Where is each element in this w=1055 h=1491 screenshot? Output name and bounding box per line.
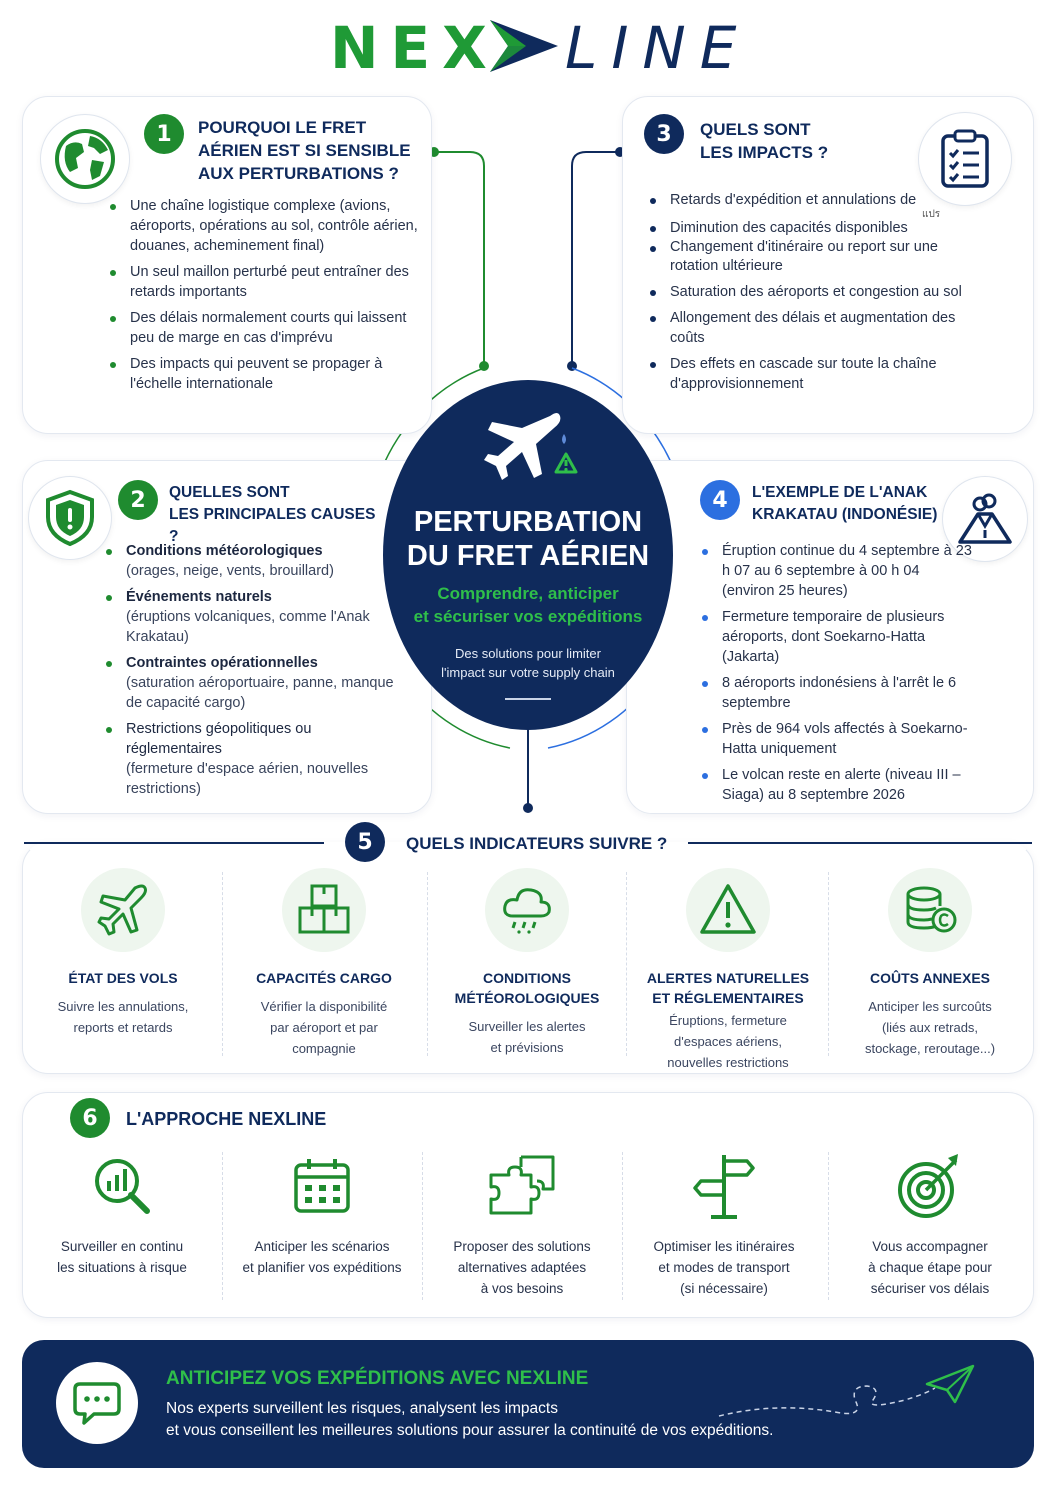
indicator-cargo: CAPACITÉS CARGO Vérifier la disponibilité par aéroport et par compagnie: [224, 868, 424, 1059]
list-item: Fermeture temporaire de plusieurs aéroports, dont Soekarno-Hatta (Jakarta): [700, 607, 975, 667]
center-description: Des solutions pour limiter l'impact sur votre supply chain: [441, 646, 615, 680]
section-1-list: [108, 196, 428, 400]
indicator-flights: ÉTAT DES VOLS Suivre les annulations, reports et retards: [23, 868, 223, 1038]
list-item: Retards d'expédition et annulations de: [648, 190, 963, 210]
shield-warning-icon: [44, 489, 96, 547]
list-item: Éruption continue du 4 septembre à 23 h 07 au 6 septembre à 00 h 04 (environ 25 heures): [700, 541, 975, 601]
stray-text: แปร: [922, 209, 941, 220]
list-item: Le volcan reste en alerte (niveau III – Siaga) au 8 septembre 2026: [700, 765, 975, 805]
airplane-warning-icon: [478, 408, 582, 492]
globe-icon-circle: [40, 114, 130, 204]
list-item: Allongement des délais et augmentation des coûts: [648, 308, 963, 348]
section-1-title: POURQUOI LE FRET AÉRIEN EST SI SENSIBLE AUX PERTURBATIONS ?: [198, 118, 411, 183]
section-6-number: 6: [70, 1098, 110, 1138]
section-3-number: 3: [644, 114, 684, 154]
indicator-weather: CONDITIONS MÉTÉOROLOGIQUES Surveiller les alertes et prévisions: [427, 868, 627, 1058]
list-item: Des délais normalement courts qui laissent peu de marge en cas d'imprévu: [108, 308, 428, 348]
chat-icon-circle: [56, 1362, 138, 1444]
clipboard-checklist-icon: [939, 128, 991, 190]
warning-icon: [686, 868, 770, 952]
magnifier-chart-icon: [84, 1148, 160, 1224]
target-icon: [892, 1148, 968, 1224]
volcano-icon: [956, 492, 1014, 546]
list-item: Contraintes opérationnelles (saturation aéroportuaire, panne, manque de capacité cargo): [104, 653, 404, 713]
center-subtitle: Comprendre, anticiper et sécuriser vos expéditions: [413, 584, 643, 626]
section-2-number: 2: [118, 480, 158, 520]
section-3-list: [648, 190, 963, 400]
divider: [622, 1152, 623, 1300]
section-4-list: [700, 541, 975, 811]
section-4-number: 4: [700, 480, 740, 520]
approach-plan: Anticiper les scénarios et planifier vos expéditions: [222, 1148, 422, 1278]
list-item: Des impacts qui peuvent se propager à l'échelle internationale: [108, 354, 428, 394]
globe-icon: [54, 128, 116, 190]
logo-arrow-icon: [486, 18, 560, 74]
list-item: Événements naturels (éruptions volcaniques, comme l'Anak Krakatau): [104, 587, 404, 647]
approach-monitor: Surveiller en continu les situations à risque: [22, 1148, 222, 1278]
coins-icon: [888, 868, 972, 952]
banner-text: Nos experts surveillent les risques, analysent les impacts et vous conseillent les meilleures solutions pour assurer la continuité de vos expéditions.: [166, 1400, 774, 1439]
paper-plane-icon: [715, 1362, 985, 1422]
center-divider: [505, 698, 551, 700]
list-item: Changement d'itinéraire ou report sur une rotation ultérieure: [648, 238, 963, 276]
list-item: Conditions météorologiques (orages, neige, vents, brouillard): [104, 541, 404, 581]
indicator-alerts: ALERTES NATURELLES ET RÉGLEMENTAIRES Éruptions, fermeture d'espaces aériens, nouvelles restrictions: [628, 868, 828, 1073]
weather-cloud-icon: [485, 868, 569, 952]
logo-line: LINE: [565, 14, 751, 82]
section-5-rule-left: [24, 842, 324, 844]
list-item: Près de 964 vols affectés à Soekarno-Hatta uniquement: [700, 719, 975, 759]
section-5-number: 5: [345, 822, 385, 862]
section-2-list: [104, 541, 404, 805]
list-item: 8 aéroports indonésiens à l'arrêt le 6 septembre: [700, 673, 975, 713]
section-5-rule-right: [688, 842, 1032, 844]
banner-title: ANTICIPEZ VOS EXPÉDITIONS AVEC NEXLINE: [166, 1368, 589, 1389]
center-title: PERTURBATION DU FRET AÉRIEN: [406, 506, 650, 572]
list-item: Diminution des capacités disponibles: [648, 218, 963, 238]
approach-routes: Optimiser les itinéraires et modes de transport (si nécessaire): [624, 1148, 824, 1299]
list-item: Des effets en cascade sur toute la chaîne d'approvisionnement: [648, 354, 963, 394]
approach-solutions: Proposer des solutions alternatives adaptées à vos besoins: [422, 1148, 622, 1299]
list-item: Saturation des aéroports et congestion au sol: [648, 282, 963, 302]
list-item: Restrictions géopolitiques ou réglementaires (fermeture d'espace aérien, nouvelles restrictions): [104, 719, 404, 799]
list-item: Un seul maillon perturbé peut entraîner des retards importants: [108, 262, 428, 302]
section-1-number: 1: [144, 114, 184, 154]
puzzle-icon: [484, 1148, 560, 1224]
calendar-icon: [284, 1148, 360, 1224]
section-5-title: QUELS INDICATEURS SUIVRE ?: [406, 834, 668, 853]
signpost-icon: [686, 1148, 762, 1224]
section-2-title: QUELLES SONT LES PRINCIPALES CAUSES ?: [169, 484, 376, 545]
section-3-title: QUELS SONT LES IMPACTS ?: [700, 120, 829, 162]
list-item: Une chaîne logistique complexe (avions, aéroports, opérations au sol, contrôle aérien, douanes, acheminement final): [108, 196, 428, 256]
shield-icon-circle: [28, 476, 112, 560]
chat-bubble-icon: [72, 1380, 122, 1426]
divider: [828, 872, 829, 1056]
logo-nex: NEX: [330, 14, 499, 82]
section-6-title: L'APPROCHE NEXLINE: [126, 1109, 327, 1129]
divider: [828, 1152, 829, 1300]
section-4-title: L'EXEMPLE DE L'ANAK KRAKATAU (INDONÉSIE): [752, 484, 938, 523]
plane-icon: [81, 868, 165, 952]
indicator-costs: COÛTS ANNEXES Anticiper les surcoûts (liés aux retrads, stockage, reroutage...): [830, 868, 1030, 1059]
approach-support: Vous accompagner à chaque étape pour sécuriser vos délais: [830, 1148, 1030, 1299]
cargo-boxes-icon: [282, 868, 366, 952]
